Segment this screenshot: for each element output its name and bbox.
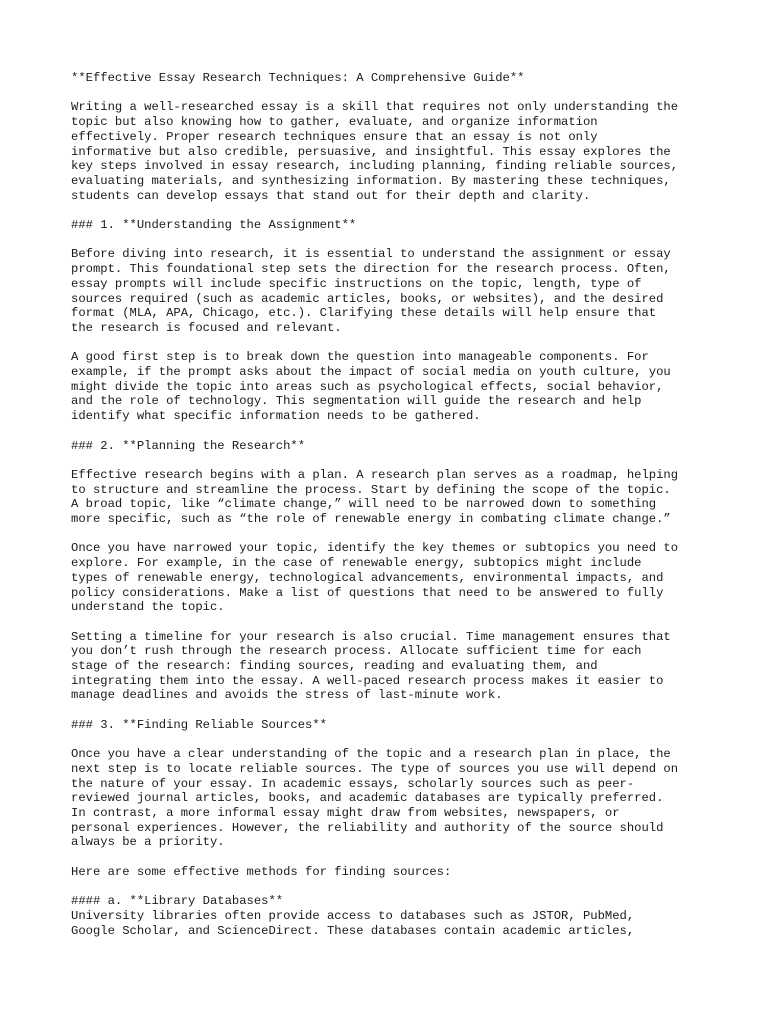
- paragraph: [71, 865, 711, 880]
- paragraph: [71, 247, 711, 335]
- section-heading: [71, 718, 711, 733]
- text-line: ### 2. **Planning the Research**: [71, 438, 306, 453]
- text-line: informative but also credible, persuasive, and insightful. This essay explores the: [71, 144, 671, 159]
- text-line: explore. For example, in the case of renewable energy, subtopics might include: [71, 556, 642, 571]
- paragraph: [71, 350, 711, 424]
- text-line: you don’t rush through the research process. Allocate sufficient time for each: [71, 644, 642, 659]
- paragraph: [71, 630, 711, 704]
- text-line: understand the topic.: [71, 600, 225, 615]
- text-line: Once you have a clear understanding of the topic and a research plan in place, the: [71, 747, 671, 762]
- text-line: University libraries often provide access to databases such as JSTOR, PubMed,: [71, 908, 635, 923]
- text-line: Once you have narrowed your topic, identify the key themes or subtopics you need to: [71, 541, 679, 556]
- text-line: integrating them into the essay. A well-paced research process makes it easier to: [71, 673, 664, 688]
- text-line: identify what specific information needs to be gathered.: [71, 409, 481, 424]
- text-line: Before diving into research, it is essential to understand the assignment or essay: [71, 247, 671, 262]
- text-line: students can develop essays that stand out for their depth and clarity.: [71, 188, 591, 203]
- text-line: always be a priority.: [71, 835, 225, 850]
- text-line: prompt. This foundational step sets the direction for the research process. Often,: [71, 262, 671, 277]
- text-line: stage of the research: finding sources, reading and evaluating them, and: [71, 659, 598, 673]
- paragraph: [71, 747, 711, 850]
- text-line: ### 1. **Understanding the Assignment**: [71, 218, 357, 232]
- text-line: **Effective Essay Research Techniques: A Comprehensive Guide**: [71, 71, 525, 85]
- text-line: and the role of technology. This segmentation will guide the research and help: [71, 394, 642, 409]
- text-line: more specific, such as “the role of renewable energy in combating climate change.”: [71, 512, 671, 526]
- text-line: key steps involved in essay research, including planning, finding reliable sources,: [71, 159, 679, 174]
- text-line: policy considerations. Make a list of questions that need to be answered to fully: [71, 585, 664, 600]
- paragraph: [71, 894, 711, 938]
- text-line: personal experiences. However, the reliability and authority of the source should: [71, 820, 664, 835]
- text-line: types of renewable energy, technological advancements, environmental impacts, and: [71, 570, 664, 585]
- text-line: sources required (such as academic articles, books, or websites), and the desired: [71, 291, 664, 306]
- text-line: In contrast, a more informal essay might draw from websites, newspapers, or: [71, 806, 620, 820]
- text-line: evaluating materials, and synthesizing information. By mastering these techniques,: [71, 173, 671, 188]
- text-line: reviewed journal articles, books, and academic databases are typically preferred.: [71, 791, 664, 806]
- text-line: Writing a well-researched essay is a skill that requires not only understanding the: [71, 100, 679, 115]
- text-line: the nature of your essay. In academic essays, scholarly sources such as peer-: [71, 776, 635, 791]
- text-line: effectively. Proper research techniques ensure that an essay is not only: [71, 129, 598, 144]
- text-line: Google Scholar, and ScienceDirect. These databases contain academic articles,: [71, 923, 635, 938]
- document-title: [71, 71, 711, 86]
- text-line: manage deadlines and avoids the stress of last-minute work.: [71, 688, 503, 703]
- text-line: Here are some effective methods for finding sources:: [71, 864, 452, 879]
- text-line: the research is focused and relevant.: [71, 320, 342, 335]
- section-heading: [71, 439, 711, 454]
- text-line: might divide the topic into areas such as psychological effects, social behavior,: [71, 379, 664, 394]
- paragraph: [71, 541, 711, 615]
- text-line: Setting a timeline for your research is also crucial. Time management ensures that: [71, 629, 671, 644]
- text-line: next step is to locate reliable sources. The type of sources you use will depend on: [71, 761, 679, 776]
- text-line: A broad topic, like “climate change,” will need to be narrowed down to something: [71, 497, 657, 512]
- text-line: ### 3. **Finding Reliable Sources**: [71, 717, 327, 732]
- text-line: essay prompts will include specific instructions on the topic, length, type of: [71, 276, 642, 291]
- section-heading: [71, 218, 711, 233]
- text-line: to structure and streamline the process. Start by defining the scope of the topic.: [71, 482, 671, 497]
- document-page: [71, 71, 711, 953]
- text-line: topic but also knowing how to gather, evaluate, and organize information: [71, 115, 598, 130]
- text-line: format (MLA, APA, Chicago, etc.). Clarifying these details will help ensure that: [71, 306, 657, 321]
- paragraph: [71, 468, 711, 527]
- text-line: A good first step is to break down the question into manageable components. For: [71, 350, 649, 365]
- paragraph: [71, 100, 711, 203]
- text-line: example, if the prompt asks about the impact of social media on youth culture, you: [71, 365, 671, 379]
- text-line: #### a. **Library Databases**: [71, 894, 284, 909]
- text-line: Effective research begins with a plan. A research plan serves as a roadmap, helping: [71, 467, 679, 482]
